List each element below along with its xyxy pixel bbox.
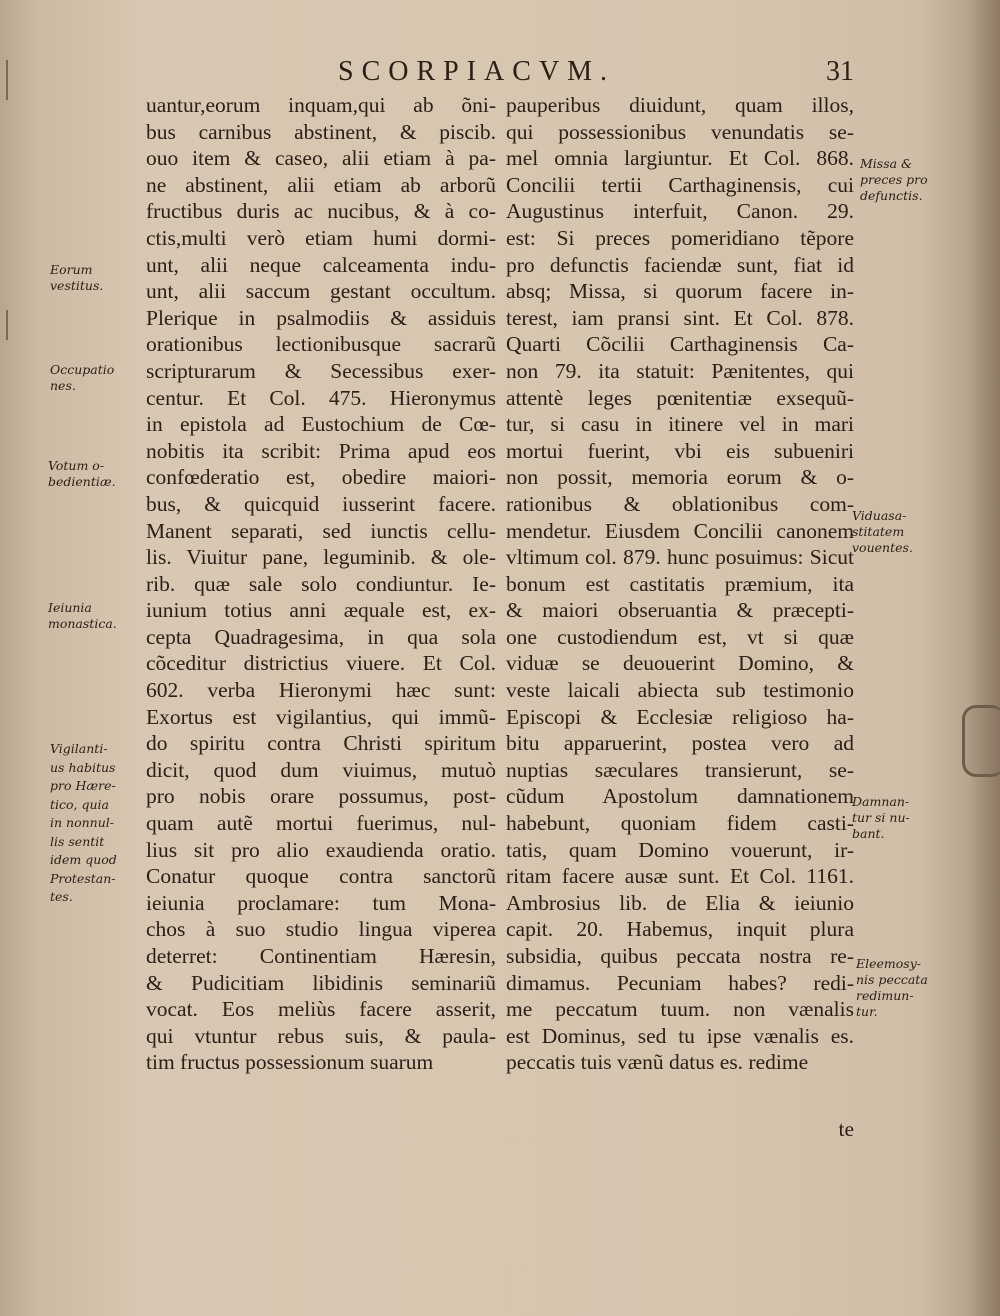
catchword: te: [838, 1117, 854, 1141]
text-line: rationibus & oblationibus com-: [506, 491, 854, 516]
page-clip: [962, 705, 1000, 777]
text-line: Quarti Cõcilii Carthaginensis Ca-: [506, 332, 854, 357]
right-text-column: [506, 92, 854, 1076]
text-line: non possit, memoria eorum & o-: [506, 465, 854, 490]
text-line: mortui fuerint, vbi eis subueniri: [506, 438, 854, 463]
text-line: terest, iam pransi sint. Et Col. 878.: [506, 305, 854, 330]
page-number: 31: [826, 56, 854, 87]
text-line: centur. Et Col. 475. Hieronymus: [146, 385, 496, 410]
text-line: est: Si preces pomeridiano tẽpore: [506, 225, 854, 250]
margin-note-line: pro Hære-: [50, 778, 116, 793]
text-line: peccatis tuis vænũ datus es. redime: [506, 1050, 809, 1075]
text-line: cepta Quadragesima, in qua sola: [146, 624, 496, 649]
text-line: confœderatio est, obedire maiori-: [146, 465, 496, 490]
margin-note-line: us habitus: [50, 759, 116, 775]
text-line: ctis,multi verò etiam humi dormi-: [146, 225, 496, 250]
text-line: absq; Missa, si quorum facere in-: [506, 279, 854, 304]
left-margin-note: [50, 740, 117, 907]
margin-note-line: Damnan-: [852, 794, 910, 809]
text-line: tim fructus possessionum suarum: [146, 1050, 434, 1075]
left-margin-note: [48, 600, 117, 632]
text-line: bus carnibus abstinent, & piscib.: [146, 119, 496, 144]
text-line: deterret: Continentiam Hæresin,: [146, 944, 496, 968]
margin-note-line: bedientiæ.: [48, 474, 116, 489]
text-line: ne abstinent, alii etiam ab arborũ: [146, 172, 496, 197]
margin-note-line: vouentes.: [852, 540, 913, 555]
text-line: viduæ se deuouerint Domino, &: [506, 651, 854, 676]
text-line: subsidia, quibus peccata nostra re-: [506, 944, 854, 968]
margin-mark: [6, 310, 8, 340]
margin-note-line: Viduasa-: [852, 508, 907, 523]
text-line: veste laicali abiecta sub testimonio: [506, 678, 854, 703]
left-margin-note: [48, 458, 116, 490]
margin-note-line: Occupatio: [50, 362, 115, 377]
margin-note-line: tur si nu-: [852, 810, 910, 825]
margin-note-line: in nonnul-: [50, 815, 114, 830]
text-line: qui vtuntur rebus suis, & paula-: [146, 1023, 496, 1048]
text-line: Concilii tertii Carthaginensis, cui: [506, 172, 854, 197]
text-line: mendetur. Eiusdem Concilii canonem: [506, 518, 854, 543]
margin-note-line: monastica.: [48, 616, 117, 631]
text-line: quam autẽ mortui fuerimus, nul-: [146, 811, 496, 836]
margin-note-line: defunctis.: [860, 188, 923, 203]
margin-note-line: Missa &: [860, 156, 913, 171]
text-line: pauperibus diuidunt, quam illos,: [506, 93, 854, 117]
margin-note-line: Vigilanti-: [50, 741, 108, 756]
text-line: habebunt, quoniam fidem casti-: [506, 811, 854, 836]
right-margin-note: [856, 956, 928, 1020]
margin-note-line: tico, quia: [50, 796, 109, 812]
margin-note-line: lis sentit: [50, 833, 105, 849]
margin-note-line: nes.: [50, 378, 76, 393]
text-line: vltimum col. 879. hunc posuimus: Sicut: [506, 545, 854, 570]
text-line: Conatur quoque contra sanctorũ: [146, 864, 496, 889]
running-title: SCORPIACVM.: [338, 56, 616, 87]
text-line: pro defunctis faciendæ sunt, fiat id: [506, 252, 854, 277]
text-line: ritam facere ausæ sunt. Et Col. 1161.: [506, 864, 854, 889]
text-line: scripturarum & Secessibus exer-: [146, 358, 496, 383]
text-line: 602. verba Hieronymi hæc sunt:: [146, 678, 496, 703]
text-line: one custodiendum est, vt si quæ: [506, 624, 854, 649]
margin-note-line: redimun-: [856, 988, 914, 1003]
left-margin-note: [50, 362, 114, 394]
text-line: uantur,eorum inquam,qui ab õni-: [146, 93, 496, 117]
text-line: pro nobis orare possumus, post-: [146, 784, 496, 809]
text-line: qui possessionibus venundatis se-: [506, 119, 854, 144]
text-line: capit. 20. Habemus, inquit plura: [506, 917, 854, 942]
margin-note-line: bant.: [852, 826, 885, 841]
text-line: fructibus duris ac nucibus, & à co-: [146, 199, 496, 224]
text-line: tur, si casu in itinere vel in mari: [506, 412, 854, 437]
text-line: Exortus est vigilantius, qui immũ-: [146, 704, 496, 729]
text-line: me peccatum tuum. non vænalis: [506, 997, 854, 1022]
page-gutter-shadow: [968, 0, 1000, 1316]
text-line: ieiunia proclamare: tum Mona-: [146, 890, 496, 915]
text-line: unt, alii saccum gestant occultum.: [146, 279, 496, 304]
margin-note-line: Ieiunia: [48, 600, 92, 615]
right-margin-note: [852, 794, 910, 842]
text-line: bus, & quicquid iusserint facere.: [146, 491, 496, 516]
text-line: dicit, quod dum viuimus, mutuò: [146, 757, 496, 782]
text-line: dimamus. Pecuniam habes? redi-: [506, 970, 854, 995]
text-line: ouo item & caseo, alii etiam à pa-: [146, 146, 496, 171]
text-line: mel omnia largiuntur. Et Col. 868.: [506, 146, 854, 171]
text-line: & maiori obseruantia & præcepti-: [506, 598, 854, 623]
text-line: Manent separati, sed iunctis cellu-: [146, 518, 496, 543]
margin-note-line: Eorum: [50, 262, 93, 277]
text-line: iunium totius anni æquale est, ex-: [146, 598, 496, 623]
text-line: orationibus lectionibusque sacrarũ: [146, 332, 496, 357]
text-line: tatis, quam Domino vouerunt, ir-: [506, 837, 854, 862]
margin-note-line: tur.: [856, 1004, 878, 1019]
margin-note-line: vestitus.: [50, 278, 104, 293]
text-line: bitu apparuerint, postea vero ad: [506, 731, 854, 756]
margin-note-line: preces pro: [860, 172, 928, 187]
margin-note-line: Eleemosy-: [856, 956, 921, 971]
text-line: cũdum Apostolum damnationem: [506, 784, 854, 809]
text-line: do spiritu contra Christi spiritum: [146, 731, 496, 756]
text-line: nuptias sæculares transierunt, se-: [506, 757, 854, 782]
text-line: Ambrosius lib. de Elia & ieiunio: [506, 890, 854, 915]
text-line: vocat. Eos meliùs facere asserit,: [146, 997, 496, 1022]
left-margin-note: [50, 262, 103, 294]
right-margin-note: [852, 508, 913, 556]
text-line: & Pudicitiam libidinis seminariũ: [146, 970, 496, 995]
margin-note-line: idem quod: [50, 852, 117, 867]
margin-note-line: stitatem: [852, 524, 905, 539]
text-line: nobitis ita scribit: Prima apud eos: [146, 438, 496, 463]
page-header: [0, 50, 1000, 94]
text-line: Plerique in psalmodiis & assiduis: [146, 305, 496, 330]
text-line: cõceditur districtius viuere. Et Col.: [146, 651, 496, 676]
text-line: non 79. ita statuit: Pænitentes, qui: [506, 358, 854, 383]
text-line: unt, alii neque calceamenta indu-: [146, 252, 496, 277]
text-line: lis. Viuitur pane, leguminib. & ole-: [146, 545, 496, 570]
text-line: chos à suo studio lingua viperea: [146, 917, 496, 942]
text-line: rib. quæ sale solo condiuntur. Ie-: [146, 571, 496, 596]
text-line: lius sit pro alio exaudienda oratio.: [146, 837, 496, 862]
margin-note-line: Protestan-: [50, 870, 116, 886]
margin-note-line: nis peccata: [856, 972, 928, 987]
catchword-container: [806, 1116, 854, 1143]
text-line: est Dominus, sed tu ipse vænalis es.: [506, 1023, 854, 1048]
margin-note-line: tes.: [50, 889, 73, 904]
text-line: Episcopi & Ecclesiæ religioso ha-: [506, 704, 854, 729]
text-line: in epistola ad Eustochium de Cœ-: [146, 412, 496, 437]
text-line: attentè leges pœnitentiæ exsequũ-: [506, 385, 854, 410]
right-margin-note: [860, 156, 928, 204]
text-line: Augustinus interfuit, Canon. 29.: [506, 199, 854, 224]
left-text-column: [146, 92, 496, 1076]
text-line: bonum est castitatis præmium, ita: [506, 571, 854, 596]
margin-note-line: Votum o-: [48, 458, 105, 473]
